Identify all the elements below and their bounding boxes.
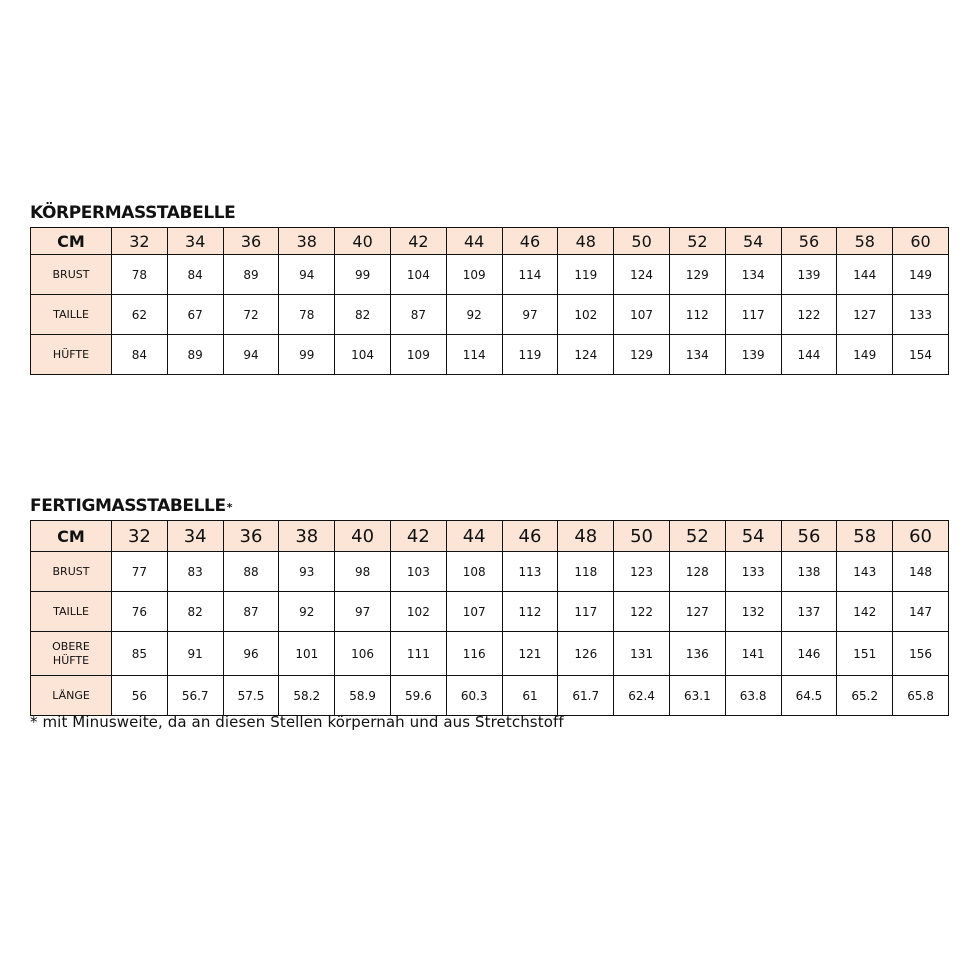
- table-row: [31, 592, 949, 632]
- value-cell: 84: [112, 335, 168, 375]
- value-cell: 63.8: [725, 676, 781, 716]
- value-cell: 146: [781, 632, 837, 676]
- value-cell: 118: [558, 552, 614, 592]
- size-header-cell: 32: [112, 228, 168, 255]
- size-header-cell: 60: [893, 521, 949, 552]
- value-cell: 112: [669, 295, 725, 335]
- value-cell: 129: [669, 255, 725, 295]
- value-cell: 92: [446, 295, 502, 335]
- value-cell: 85: [112, 632, 168, 676]
- fertigmass-section: [30, 493, 948, 716]
- size-header-cell: 42: [390, 521, 446, 552]
- size-header-cell: 50: [614, 521, 670, 552]
- value-cell: 109: [446, 255, 502, 295]
- value-cell: 107: [446, 592, 502, 632]
- size-header-cell: 50: [614, 228, 670, 255]
- value-cell: 111: [390, 632, 446, 676]
- value-cell: 116: [446, 632, 502, 676]
- fertigmass-table: [30, 520, 949, 716]
- value-cell: 134: [669, 335, 725, 375]
- value-cell: 139: [725, 335, 781, 375]
- value-cell: 133: [725, 552, 781, 592]
- value-cell: 123: [614, 552, 670, 592]
- value-cell: 114: [446, 335, 502, 375]
- value-cell: 122: [781, 295, 837, 335]
- row-label-line: HÜFTE: [52, 653, 90, 667]
- value-cell: 84: [167, 255, 223, 295]
- value-cell: 97: [335, 592, 391, 632]
- table-row: [31, 255, 949, 295]
- value-cell: 104: [390, 255, 446, 295]
- value-cell: 129: [614, 335, 670, 375]
- value-cell: 109: [390, 335, 446, 375]
- size-header-cell: 60: [893, 228, 949, 255]
- value-cell: 156: [893, 632, 949, 676]
- value-cell: 78: [112, 255, 168, 295]
- value-cell: 147: [893, 592, 949, 632]
- value-cell: 117: [725, 295, 781, 335]
- value-cell: 149: [893, 255, 949, 295]
- value-cell: 102: [390, 592, 446, 632]
- table-row: [31, 295, 949, 335]
- value-cell: 65.8: [893, 676, 949, 716]
- value-cell: 98: [335, 552, 391, 592]
- value-cell: 72: [223, 295, 279, 335]
- value-cell: 77: [112, 552, 168, 592]
- size-header-cell: 56: [781, 521, 837, 552]
- unit-label: CM: [31, 228, 112, 255]
- value-cell: 139: [781, 255, 837, 295]
- value-cell: 144: [781, 335, 837, 375]
- row-label: HÜFTE: [31, 335, 112, 375]
- value-cell: 126: [558, 632, 614, 676]
- size-header-cell: 58: [837, 228, 893, 255]
- value-cell: 128: [669, 552, 725, 592]
- value-cell: 124: [558, 335, 614, 375]
- fertigmass-title-text: FERTIGMASSTABELLE: [30, 496, 226, 516]
- value-cell: 133: [893, 295, 949, 335]
- size-header-cell: 52: [669, 521, 725, 552]
- value-cell: 89: [167, 335, 223, 375]
- size-header-cell: 36: [223, 228, 279, 255]
- value-cell: 88: [223, 552, 279, 592]
- fertigmass-title-asterisk: *: [226, 501, 233, 514]
- size-header-cell: 52: [669, 228, 725, 255]
- size-header-cell: 46: [502, 521, 558, 552]
- size-header-cell: 38: [279, 228, 335, 255]
- value-cell: 102: [558, 295, 614, 335]
- value-cell: 96: [223, 632, 279, 676]
- value-cell: 56: [112, 676, 168, 716]
- value-cell: 82: [335, 295, 391, 335]
- value-cell: 67: [167, 295, 223, 335]
- value-cell: 92: [279, 592, 335, 632]
- value-cell: 121: [502, 632, 558, 676]
- value-cell: 103: [390, 552, 446, 592]
- value-cell: 132: [725, 592, 781, 632]
- koerpermass-section: [30, 200, 948, 375]
- value-cell: 87: [223, 592, 279, 632]
- table-row: [31, 552, 949, 592]
- table-row: [31, 335, 949, 375]
- value-cell: 107: [614, 295, 670, 335]
- value-cell: 117: [558, 592, 614, 632]
- value-cell: 124: [614, 255, 670, 295]
- row-label: BRUST: [31, 552, 112, 592]
- value-cell: 154: [893, 335, 949, 375]
- value-cell: 61.7: [558, 676, 614, 716]
- value-cell: 76: [112, 592, 168, 632]
- row-label: TAILLE: [31, 295, 112, 335]
- value-cell: 93: [279, 552, 335, 592]
- value-cell: 58.9: [335, 676, 391, 716]
- size-header-cell: 48: [558, 521, 614, 552]
- value-cell: 136: [669, 632, 725, 676]
- size-header-row: [31, 521, 949, 552]
- value-cell: 141: [725, 632, 781, 676]
- koerpermass-table: [30, 227, 949, 375]
- value-cell: 119: [558, 255, 614, 295]
- size-header-cell: 44: [446, 521, 502, 552]
- value-cell: 62: [112, 295, 168, 335]
- value-cell: 64.5: [781, 676, 837, 716]
- value-cell: 137: [781, 592, 837, 632]
- value-cell: 127: [837, 295, 893, 335]
- size-header-cell: 36: [223, 521, 279, 552]
- value-cell: 144: [837, 255, 893, 295]
- value-cell: 78: [279, 295, 335, 335]
- value-cell: 99: [335, 255, 391, 295]
- value-cell: 108: [446, 552, 502, 592]
- value-cell: 106: [335, 632, 391, 676]
- size-header-cell: 46: [502, 228, 558, 255]
- value-cell: 58.2: [279, 676, 335, 716]
- value-cell: 57.5: [223, 676, 279, 716]
- value-cell: 65.2: [837, 676, 893, 716]
- value-cell: 56.7: [167, 676, 223, 716]
- row-label: BRUST: [31, 255, 112, 295]
- size-header-cell: 34: [167, 521, 223, 552]
- value-cell: 60.3: [446, 676, 502, 716]
- row-label: TAILLE: [31, 592, 112, 632]
- fertigmass-title: [30, 493, 948, 520]
- value-cell: 131: [614, 632, 670, 676]
- value-cell: 114: [502, 255, 558, 295]
- size-header-cell: 42: [390, 228, 446, 255]
- table-row: [31, 676, 949, 716]
- size-header-cell: 40: [335, 228, 391, 255]
- value-cell: 101: [279, 632, 335, 676]
- size-header-cell: 44: [446, 228, 502, 255]
- value-cell: 104: [335, 335, 391, 375]
- koerpermass-title: [30, 200, 948, 227]
- footnote: * mit Minusweite, da an diesen Stellen körpernah und aus Stretchstoff: [30, 713, 564, 731]
- koerpermass-title-text: KÖRPERMASSTABELLE: [30, 203, 236, 223]
- value-cell: 119: [502, 335, 558, 375]
- row-label: [31, 632, 112, 676]
- value-cell: 151: [837, 632, 893, 676]
- size-header-cell: 40: [335, 521, 391, 552]
- size-header-cell: 48: [558, 228, 614, 255]
- size-header-cell: 54: [725, 521, 781, 552]
- value-cell: 94: [223, 335, 279, 375]
- table-row: [31, 632, 949, 676]
- value-cell: 59.6: [390, 676, 446, 716]
- unit-label: CM: [31, 521, 112, 552]
- value-cell: 149: [837, 335, 893, 375]
- value-cell: 89: [223, 255, 279, 295]
- value-cell: 87: [390, 295, 446, 335]
- size-header-cell: 38: [279, 521, 335, 552]
- size-header-cell: 32: [112, 521, 168, 552]
- value-cell: 94: [279, 255, 335, 295]
- value-cell: 148: [893, 552, 949, 592]
- value-cell: 112: [502, 592, 558, 632]
- value-cell: 134: [725, 255, 781, 295]
- row-label: LÄNGE: [31, 676, 112, 716]
- size-header-cell: 54: [725, 228, 781, 255]
- value-cell: 97: [502, 295, 558, 335]
- value-cell: 62.4: [614, 676, 670, 716]
- value-cell: 99: [279, 335, 335, 375]
- row-label-line: OBERE: [52, 639, 90, 653]
- value-cell: 91: [167, 632, 223, 676]
- value-cell: 82: [167, 592, 223, 632]
- value-cell: 83: [167, 552, 223, 592]
- size-header-cell: 56: [781, 228, 837, 255]
- value-cell: 61: [502, 676, 558, 716]
- value-cell: 142: [837, 592, 893, 632]
- value-cell: 122: [614, 592, 670, 632]
- value-cell: 143: [837, 552, 893, 592]
- value-cell: 113: [502, 552, 558, 592]
- value-cell: 63.1: [669, 676, 725, 716]
- size-header-cell: 34: [167, 228, 223, 255]
- value-cell: 127: [669, 592, 725, 632]
- size-header-row: [31, 228, 949, 255]
- value-cell: 138: [781, 552, 837, 592]
- size-header-cell: 58: [837, 521, 893, 552]
